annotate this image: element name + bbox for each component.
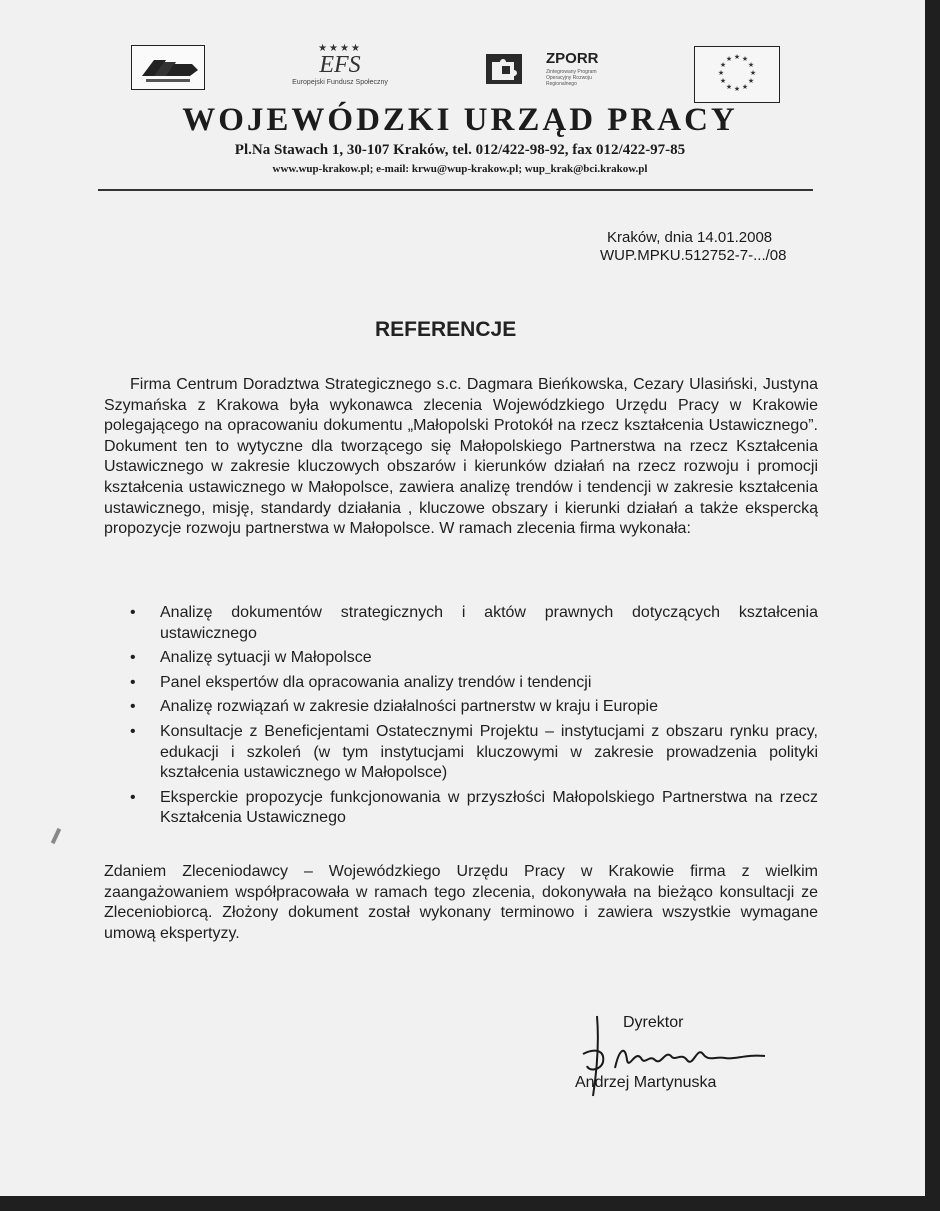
urzad-pracy-logo (131, 45, 205, 90)
list-item: • Panel ekspertów dla opracowania analizy trendów i tendencji (104, 673, 818, 694)
eu-flag-logo (694, 46, 780, 103)
list-item: • Eksperckie propozycje funkcjonowania w przyszłości Małopolskiego Partnerstwa na rzecz Kształcenia Ustawicznego (130, 788, 818, 827)
svg-text:★: ★ (749, 69, 757, 77)
list-item: • Analizę dokumentów strategicznych i aktów prawnych dotyczących kształcenia ustawicznego (130, 604, 818, 642)
scan-edge-right (925, 0, 940, 1211)
bullet-icon: • (130, 698, 136, 716)
svg-text:★: ★ (747, 61, 755, 69)
body-paragraph-1: Firma Centrum Doradztwa Strategicznego s.c. Dagmara Bieńkowska, Cezary Ulasiński, Justyna Szymańska z Krakowa była wykonawca zlecenia Wojewódzkiego Urzędu Pracy w Krakowie polegającego na opracowaniu dokumentu „Małopolski Protokół na rzecz kształcenia Ustawicznego”. Dokument ten to wytyczne dla tworzącego się Małopolskiego Partnerstwa na rzecz Kształcenia Ustawicznego w zakresie kluczowych obszarów i kierunków działań na rzecz rozwoju i promocji kształcenia ustawicznego w Małopolsce, zawiera analizę trendów i tendencji w zakresie kształcenia ustawicznego, misję, standardy działania , kluczowe obszary i kierunki działań a także ekspercką propozycje rozwoju partnerstwa w Małopolsce. W ramach zlecenia firma wykonała: (104, 376, 818, 538)
svg-text:★: ★ (741, 83, 749, 91)
svg-text:★: ★ (733, 53, 741, 61)
svg-text:★: ★ (719, 61, 727, 69)
svg-text:★: ★ (747, 77, 755, 85)
organization-name: WOJEWÓDZKI URZĄD PRACY (182, 102, 738, 138)
efs-logo (290, 44, 390, 94)
svg-text:★: ★ (717, 69, 725, 77)
organization-address: Pl.Na Stawach 1, 30-107 Kraków, tel. 012/422-98-92, fax 012/422-97-85 (234, 142, 686, 158)
signatory-role: Dyrektor (623, 1014, 684, 1031)
svg-text:★: ★ (719, 77, 727, 85)
efs-stars-icon: ★★★★ (318, 43, 362, 54)
header-divider (98, 189, 813, 191)
services-list (104, 603, 818, 833)
bullet-icon: • (130, 788, 136, 806)
svg-text:★: ★ (733, 85, 741, 93)
list-item: • Analizę rozwiązań w zakresie działalności partnerstw w kraju i Europie (104, 697, 818, 718)
bullet-icon: • (130, 722, 136, 740)
svg-text:★: ★ (741, 55, 749, 63)
reference-number: WUP.MPKU.512752-7-.../08 (600, 247, 787, 264)
efs-caption: Europejski Fundusz Społeczny (292, 79, 388, 86)
svg-text:★: ★ (725, 83, 733, 91)
zporr-puzzle-icon (486, 50, 524, 88)
list-item: • Konsultacje z Beneficjentami Ostatecznymi Projektu – instytucjami z obszaru rynku pracy, edukacji i szkoleń (w tym instytucjami kluczowymi w zakresie prowadzenia polityki kształcenia ustawicznego w Małopolsce) (130, 722, 818, 782)
zporr-subtitle: Zintegrowany Program Operacyjny Rozwoju Regionalnego (546, 69, 597, 87)
signatory-name: Andrzej Martynuska (575, 1074, 717, 1091)
svg-text:★: ★ (725, 55, 733, 63)
bullet-icon: • (130, 673, 136, 691)
efs-mark: EFS (319, 52, 361, 78)
body-paragraph-2: Zdaniem Zleceniodawcy – Wojewódzkiego Urzędu Pracy w Krakowie firma z wielkim zaangażowaniem współpracowała w ramach tego zlecenia, dokonywała na bieżąco konsultacji ze Zleceniobiorcą. Złożony dokument został wykonany terminowo i zawiera wszystkie wymagane umową ekspertyzy. (104, 863, 818, 942)
zporr-title: ZPORR (546, 50, 599, 67)
bullet-icon: • (130, 649, 136, 667)
zporr-logo (486, 48, 616, 94)
scan-speck (51, 828, 61, 844)
list-item: • Analizę sytuacji w Małopolsce (104, 648, 818, 669)
document-title: REFERENCJE (375, 318, 517, 341)
document-date: Kraków, dnia 14.01.2008 (607, 229, 773, 246)
scan-edge-bottom (0, 1196, 940, 1211)
bullet-icon: • (130, 604, 136, 621)
organization-contact: www.wup-krakow.pl; e-mail: krwu@wup-krakow.pl; wup_krak@bci.krakow.pl (272, 163, 648, 175)
